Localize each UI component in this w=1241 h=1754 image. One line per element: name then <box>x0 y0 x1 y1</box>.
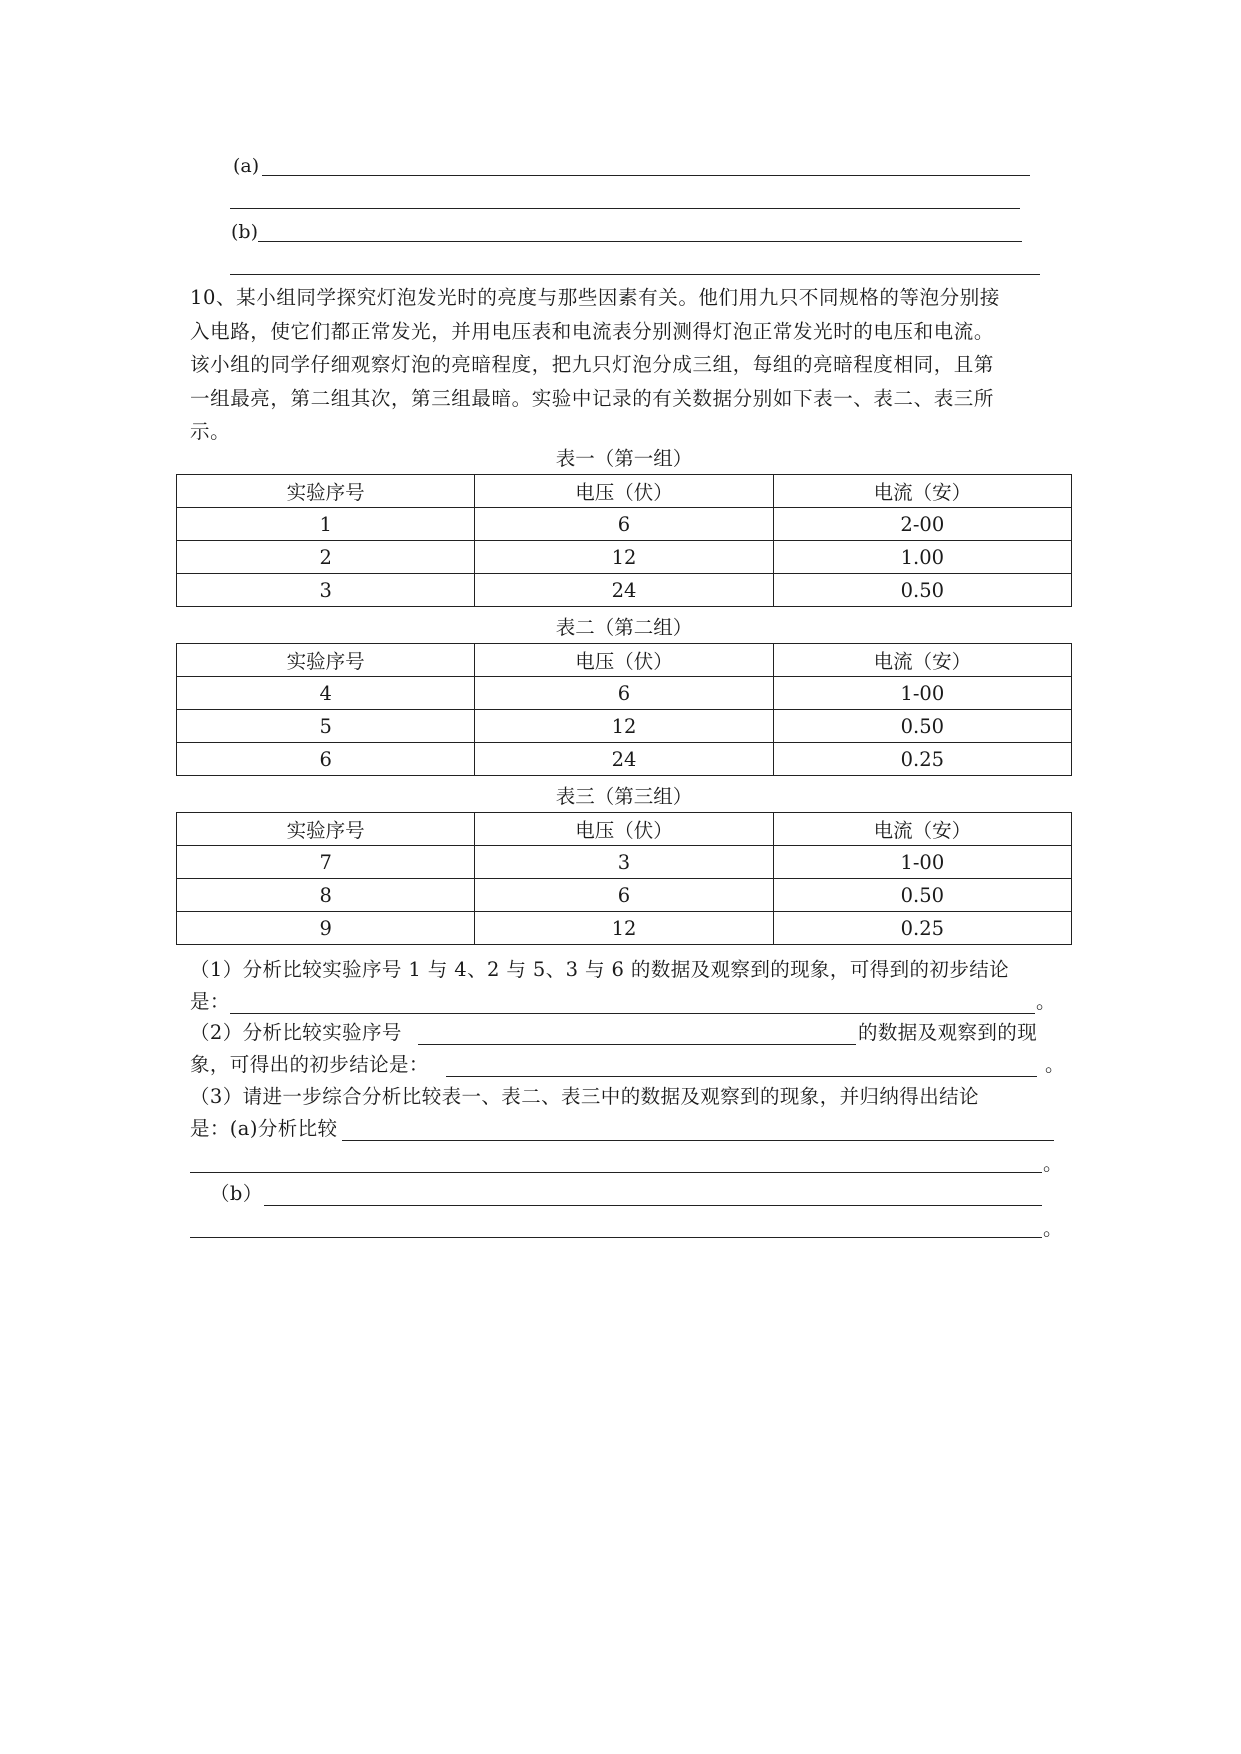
table-cell: 12 <box>475 912 773 945</box>
table-cell: 1-00 <box>773 677 1071 710</box>
question-line: 该小组的同学仔细观察灯泡的亮暗程度，把九只灯泡分成三组，每组的亮暗程度相同，且第 <box>190 353 995 376</box>
table-cell: 24 <box>475 574 773 607</box>
question-10-text <box>190 281 1060 449</box>
table-row <box>177 677 1072 710</box>
header-cell: 电压（伏） <box>475 813 773 846</box>
table-header-row <box>177 644 1072 677</box>
table-cell: 9 <box>177 912 475 945</box>
header-cell: 电流（安） <box>773 644 1071 677</box>
q2-conclusion-blank[interactable] <box>446 1076 1037 1077</box>
table-cell: 5 <box>177 710 475 743</box>
table-cell: 12 <box>475 710 773 743</box>
q2-sequence-blank[interactable] <box>418 1044 856 1045</box>
q1-line2-prefix: 是： <box>190 990 230 1013</box>
q1-answer-blank[interactable] <box>230 1013 1035 1014</box>
table-row <box>177 879 1072 912</box>
q3-b-end-mark: 。 <box>1043 1217 1063 1240</box>
header-cell: 实验序号 <box>177 644 475 677</box>
q3-a-end-mark: 。 <box>1043 1152 1063 1175</box>
table-row <box>177 846 1072 879</box>
table-cell: 0.50 <box>773 574 1071 607</box>
table-cell: 6 <box>475 508 773 541</box>
table-header-row <box>177 813 1072 846</box>
q2-line2-prefix: 象，可得出的初步结论是： <box>190 1053 429 1076</box>
table-cell: 6 <box>475 677 773 710</box>
table-3 <box>176 812 1072 945</box>
table-row <box>177 508 1072 541</box>
answer-b-label: (b) <box>231 221 258 243</box>
q3-a-blank[interactable] <box>342 1140 1054 1141</box>
header-cell: 电压（伏） <box>475 475 773 508</box>
answer-a-blank-continued[interactable] <box>230 208 1020 209</box>
q3-line1: （3）请进一步综合分析比较表一、表二、表三中的数据及观察到的现象，并归纳得出结论 <box>190 1085 979 1108</box>
table-cell: 4 <box>177 677 475 710</box>
question-line: 一组最亮，第二组其次，第三组最暗。实验中记录的有关数据分别如下表一、表二、表三所 <box>190 386 995 410</box>
table-cell: 12 <box>475 541 773 574</box>
table-1-caption: 表一（第一组） <box>555 447 693 470</box>
q3-b-blank[interactable] <box>264 1205 1042 1206</box>
header-cell: 实验序号 <box>177 813 475 846</box>
answer-a-label: (a) <box>233 155 260 177</box>
table-cell: 1-00 <box>773 846 1071 879</box>
table-2-caption: 表二（第二组） <box>555 616 693 639</box>
table-cell: 0.50 <box>773 710 1071 743</box>
table-row <box>177 912 1072 945</box>
table-cell: 6 <box>475 879 773 912</box>
table-cell: 0.25 <box>773 743 1071 776</box>
answer-b-blank[interactable] <box>258 241 1022 242</box>
table-cell: 7 <box>177 846 475 879</box>
header-cell: 电流（安） <box>773 475 1071 508</box>
table-cell: 1.00 <box>773 541 1071 574</box>
table-row <box>177 743 1072 776</box>
answer-a-blank[interactable] <box>262 175 1030 176</box>
q3-line2-prefix: 是：(a)分析比较 <box>190 1117 338 1140</box>
table-3-caption: 表三（第三组） <box>555 785 693 808</box>
table-cell: 0.25 <box>773 912 1071 945</box>
table-1 <box>176 474 1072 607</box>
question-line: 入电路，使它们都正常发光，并用电压表和电流表分别测得灯泡正常发光时的电压和电流。 <box>190 319 995 343</box>
q2-line1-prefix: （2）分析比较实验序号 <box>190 1021 402 1044</box>
header-cell: 实验序号 <box>177 475 475 508</box>
table-cell: 0.50 <box>773 879 1071 912</box>
table-row <box>177 574 1072 607</box>
question-line: 10、某小组同学探究灯泡发光时的亮度与那些因素有关。他们用九只不同规格的等泡分别接 <box>190 286 1000 309</box>
q3-b-label: （b） <box>210 1182 263 1205</box>
header-cell: 电压（伏） <box>475 644 773 677</box>
q2-end-mark: 。 <box>1045 1053 1065 1076</box>
q2-line1-suffix: 的数据及观察到的现 <box>858 1021 1038 1044</box>
answer-b-blank-continued[interactable] <box>230 274 1040 275</box>
question-line: 示。 <box>190 420 231 443</box>
table-cell: 2 <box>177 541 475 574</box>
table-2 <box>176 643 1072 776</box>
q1-end-mark: 。 <box>1036 990 1056 1013</box>
header-cell: 电流（安） <box>773 813 1071 846</box>
q1-line1: （1）分析比较实验序号 1 与 4、2 与 5、3 与 6 的数据及观察到的现象，可得到的初步结论 <box>190 958 1010 981</box>
table-cell: 24 <box>475 743 773 776</box>
q3-a-blank-continued[interactable] <box>190 1172 1042 1173</box>
table-header-row <box>177 475 1072 508</box>
table-row <box>177 541 1072 574</box>
table-cell: 1 <box>177 508 475 541</box>
table-cell: 6 <box>177 743 475 776</box>
table-cell: 3 <box>177 574 475 607</box>
table-cell: 8 <box>177 879 475 912</box>
table-cell: 3 <box>475 846 773 879</box>
table-cell: 2-00 <box>773 508 1071 541</box>
table-row <box>177 710 1072 743</box>
q3-b-blank-continued[interactable] <box>190 1237 1042 1238</box>
